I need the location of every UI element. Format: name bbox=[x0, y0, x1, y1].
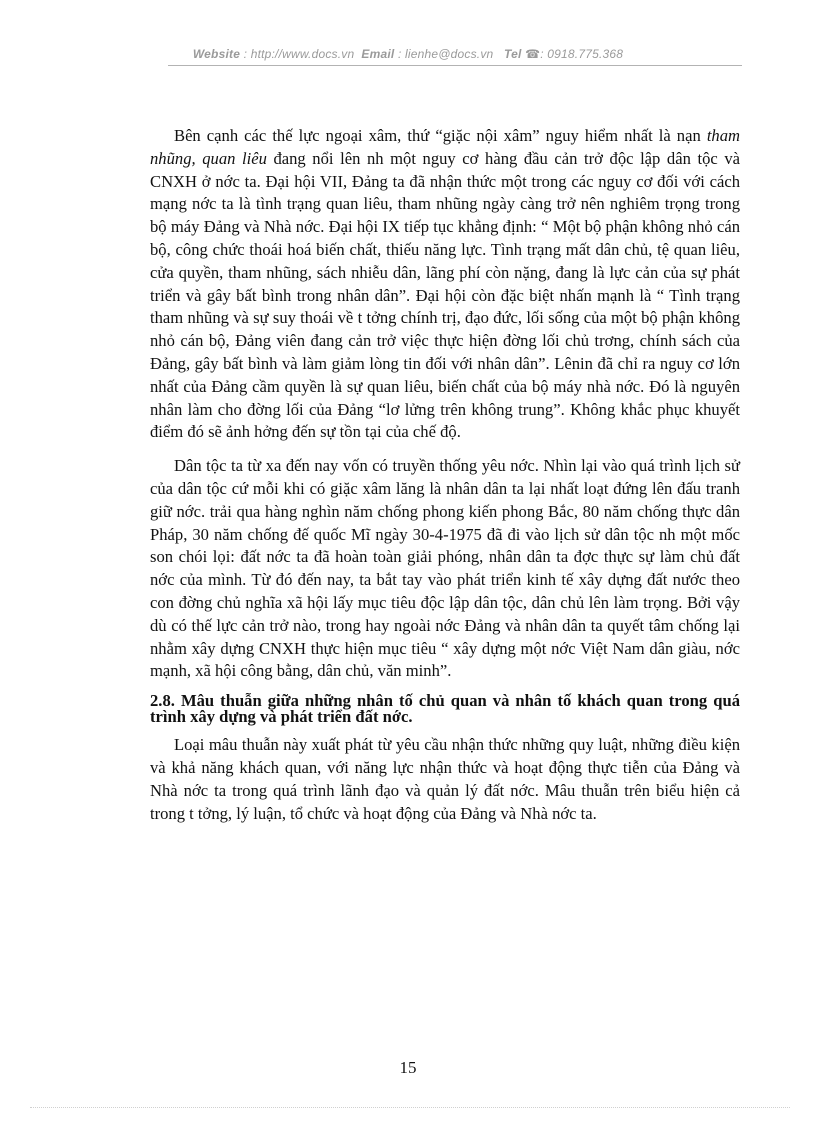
section-heading: 2.8. Mâu thuẫn giữa những nhân tố chủ quan và nhân tố khách quan trong quá trình xây dựng và phát triển đất nớc. bbox=[150, 691, 740, 727]
header-divider bbox=[168, 65, 742, 66]
page-header bbox=[0, 47, 816, 61]
paragraph-1 bbox=[150, 125, 740, 444]
tel-label: Tel bbox=[504, 47, 522, 61]
footer-divider bbox=[30, 1107, 790, 1108]
paragraph-1-emphasis: tham nhũng, quan liêu bbox=[150, 126, 740, 168]
tel-value: : 0918.775.368 bbox=[540, 47, 624, 61]
paragraph-1-rest: đang nổi lên nh một nguy cơ hàng đầu cản trở độc lập dân tộc và CNXH ở nớc ta. Đại hội VII, Đảng ta đã nhận thức một trong các nguy cơ đối với cách mạng nớc ta là tình trạng quan liêu, tham nhũng ngày càng trở nên nghiêm trọng trong bộ máy Đảng và Nhà nớc. Đại hội IX tiếp tục khẳng định: “ Một bộ phận không nhỏ cán bộ, công chức thoái hoá biến chất, thiếu năng lực. Tình trạng mất dân chủ, tệ quan liêu, cửa quyền, tham nhũng, sách nhiễu dân, lãng phí còn nặng, đang là lực cản của sự phát triển và gây bất bình trong nhân dân”. Đại hội còn đặc biệt nhấn mạnh là “ Tình trạng tham nhũng và sự suy thoái về t tởng chính trị, đạo đức, lối sống của một bộ phận không nhỏ cán bộ, Đảng viên đang cản trở việc thực hiện đờng lối chủ trơng, chính sách của Đảng, gây bất bình và làm giảm lòng tin đối với nhân dân”. Lênin đã chỉ ra nguy cơ lớn nhất của Đảng cầm quyền là sự quan liêu, biến chất của bộ máy nhà nớc. Đó là nguyên nhân làm cho đờng lối của Đảng “lơ lửng trên không trung”. Không khắc phục khuyết điểm đó sẽ ảnh hởng đến sự tồn tại của chế độ. bbox=[150, 148, 740, 442]
page-number: 15 bbox=[399, 1058, 417, 1077]
paragraph-3: Loại mâu thuẫn này xuất phát từ yêu cầu nhận thức những quy luật, những điều kiện và khả năng khách quan, với năng lực nhận thức và hoạt động thực tiễn của Đảng và Nhà nớc ta trong quá trình lãnh đạo và quản lý đất nớc. Mâu thuẫn trên biểu hiện cả trong t tởng, lý luận, tổ chức và hoạt động của Đảng và Nhà nớc ta. bbox=[150, 735, 740, 823]
website-label: Website bbox=[192, 47, 241, 61]
phone-icon: ☎ bbox=[525, 47, 541, 61]
paragraph-2: Dân tộc ta từ xa đến nay vốn có truyền thống yêu nớc. Nhìn lại vào quá trình lịch sử của dân tộc cứ mỗi khi có giặc xâm lăng là nhân dân ta lại nhất loạt đứng lên đấu tranh giữ nớc. trải qua hàng nghìn năm chống phong kiến phong Bắc, 80 năm chống thực dân Pháp, 30 năm chống đế quốc Mĩ ngày 30-4-1975 đã đi vào lịch sử dân tộc nh một mốc son chói lọi: đất nớc ta đã hoàn toàn giải phóng, nhân dân ta đợc thực sự làm chủ đất nớc của mình. Từ đó đến nay, ta bắt tay vào phát triển kinh tế xây dựng đất nước theo con đờng chủ nghĩa xã hội lấy mục tiêu độc lập dân tộc, dân chủ lên làm trọng. Bởi vậy dù có thế lực cản trở nào, trong hay ngoài nớc Đảng và nhân dân ta quyết tâm chống lại nhằm xây dựng CNXH thực hiện mục tiêu “ xây dựng một nớc Việt Nam dân giàu, nớc mạnh, xã hội công bằng, dân chủ, văn minh”. bbox=[150, 456, 740, 681]
email-value[interactable]: : lienhe@docs.vn bbox=[397, 47, 494, 61]
document-body bbox=[150, 125, 740, 825]
website-value[interactable]: : http://www.docs.vn bbox=[243, 47, 355, 61]
paragraph-1-start: Bên cạnh các thế lực ngoại xâm, thứ “giặc nội xâm” nguy hiểm nhất là nạn bbox=[174, 126, 707, 145]
email-label: Email bbox=[361, 47, 395, 61]
